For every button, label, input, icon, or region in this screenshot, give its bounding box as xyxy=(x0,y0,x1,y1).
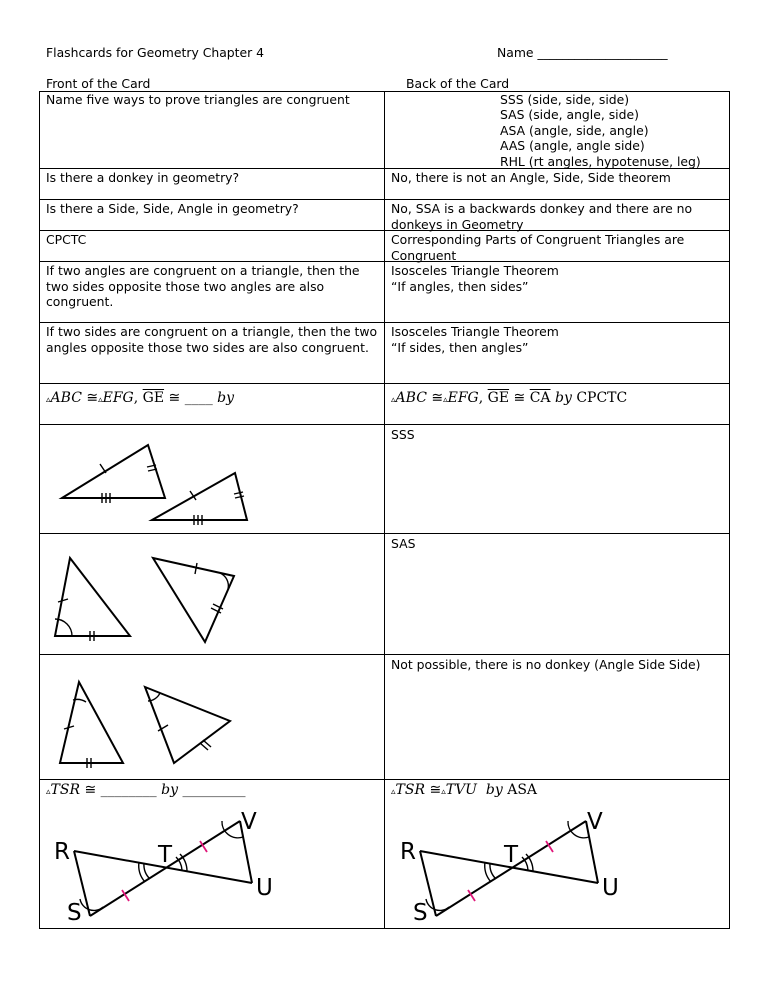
triangle-symbol: ▵ xyxy=(443,395,448,405)
by-word: by xyxy=(554,390,572,406)
congruence-method-asa: ASA (angle, side, angle) xyxy=(500,122,649,138)
vertex-label-r: R xyxy=(400,839,416,865)
triangle-2 xyxy=(152,473,247,520)
card-1-front: Name five ways to prove triangles are congruent xyxy=(46,92,350,107)
congruent-symbol: ≅ xyxy=(429,782,442,798)
card-6-back xyxy=(385,324,729,355)
answer-blank[interactable]: ____ xyxy=(184,390,213,406)
congruent-symbol: ≅ xyxy=(513,390,526,406)
triangle-symbol: ▵ xyxy=(46,395,51,405)
triangle-1 xyxy=(60,682,123,763)
card-2-front: Is there a donkey in geometry? xyxy=(46,170,240,185)
card-8-back: SSS xyxy=(391,427,415,442)
card-4-front: CPCTC xyxy=(46,232,87,247)
tick-marks xyxy=(55,563,228,641)
card-5-front: If two angles are congruent on a triangle, then the two sides opposite those two angles are also congruent. xyxy=(46,263,360,310)
triangle-efg: EFG xyxy=(102,390,134,406)
by-word: by xyxy=(161,782,178,798)
card-5-back xyxy=(385,263,729,294)
card-7-back: ▵ABC ≅▵EFG, $\overline{GE}$ ≅ $\overline{CA}$ by CPCTC xyxy=(391,390,628,406)
card-4-back: Corresponding Parts of Congruent Triangles are Congruent xyxy=(391,232,685,263)
segment-ge: $\overline{GE}$ xyxy=(142,390,165,406)
card-6-front: If two sides are congruent on a triangle, then the two angles opposite those two sides are also congruent. xyxy=(46,324,378,355)
triangle-symbol: ▵ xyxy=(441,787,446,797)
vertex-label-u: U xyxy=(256,875,273,901)
card-3-back: No, SSA is a backwards donkey and there are no donkeys in Geometry xyxy=(391,201,693,232)
vertex-label-t: T xyxy=(504,842,519,868)
triangle-symbol: ▵ xyxy=(391,395,396,405)
worksheet-title: Flashcards for Geometry Chapter 4 xyxy=(46,45,265,60)
triangle-symbol: ▵ xyxy=(98,395,103,405)
card-3-front: Is there a Side, Side, Angle in geometry? xyxy=(46,201,299,216)
back-column-heading: Back of the Card xyxy=(406,76,510,91)
card-1-back-list xyxy=(500,92,701,169)
card-8-sss-diagram xyxy=(40,425,384,533)
answer-blank-triangle[interactable]: ________ xyxy=(100,782,157,798)
vertex-label-v: V xyxy=(241,809,257,835)
triangle-1 xyxy=(55,558,130,636)
reason-cpctc: CPCTC xyxy=(576,390,628,406)
vertex-label-t: T xyxy=(158,842,173,868)
triangle-tsr: TSR xyxy=(50,782,81,798)
front-column-heading: Front of the Card xyxy=(46,76,151,91)
by-word: by xyxy=(217,390,235,406)
triangle-1 xyxy=(62,445,165,498)
vertex-label-u: U xyxy=(602,875,619,901)
triangle-tsr: TSR xyxy=(395,782,426,798)
triangle-tvu: TVU xyxy=(445,782,477,798)
card-10-ass-diagram xyxy=(40,655,384,779)
congruence-method-aas: AAS (angle, angle side) xyxy=(500,138,645,154)
vertex-label-v: V xyxy=(587,809,603,835)
vertex-label-s: S xyxy=(67,900,82,926)
vertex-label-s: S xyxy=(413,900,428,926)
card-9-back: SAS xyxy=(391,536,416,551)
theorem-name: Isosceles Triangle Theorem xyxy=(391,263,559,278)
triangle-2 xyxy=(145,687,230,763)
card-7-front: ▵ABC ≅▵EFG, $\overline{GE}$ ≅ ____ by xyxy=(46,390,235,406)
congruence-method-sas: SAS (side, angle, side) xyxy=(500,107,639,123)
congruent-symbol: ≅ xyxy=(86,390,99,406)
triangle-abc: ABC xyxy=(395,390,427,406)
card-9-sas-diagram xyxy=(40,534,384,654)
congruent-symbol: ≅ xyxy=(168,390,181,406)
theorem-name: Isosceles Triangle Theorem xyxy=(391,324,559,339)
answer-blank-reason[interactable]: _________ xyxy=(182,782,246,798)
card-2-back: No, there is not an Angle, Side, Side theorem xyxy=(391,170,671,185)
card-11-back-bowtie-diagram xyxy=(386,780,729,928)
congruence-method-rhl: RHL (rt angles, hypotenuse, leg) xyxy=(500,153,701,169)
segment-ca: $\overline{CA}$ xyxy=(529,390,551,406)
tick-marks xyxy=(100,464,244,525)
triangle-symbol: ▵ xyxy=(46,787,51,797)
name-field[interactable]: Name _____________________ xyxy=(497,45,668,60)
congruence-method-sss: SSS (side, side, side) xyxy=(500,92,630,107)
triangle-efg: EFG xyxy=(447,390,479,406)
segment-ge: $\overline{GE}$ xyxy=(487,390,510,406)
theorem-rule: “If sides, then angles” xyxy=(391,339,529,355)
congruent-symbol: ≅ xyxy=(84,782,97,798)
theorem-rule: “If angles, then sides” xyxy=(391,278,529,294)
reason-asa: ASA xyxy=(507,782,538,798)
congruent-symbol: ≅ xyxy=(431,390,444,406)
triangle-2 xyxy=(153,558,234,642)
by-word: by xyxy=(485,782,503,798)
triangle-abc: ABC xyxy=(50,390,82,406)
triangle-symbol: ▵ xyxy=(391,787,396,797)
vertex-label-r: R xyxy=(54,839,70,865)
card-10-back: Not possible, there is no donkey (Angle Side Side) xyxy=(391,657,701,672)
card-11-front-bowtie-diagram xyxy=(40,780,384,928)
